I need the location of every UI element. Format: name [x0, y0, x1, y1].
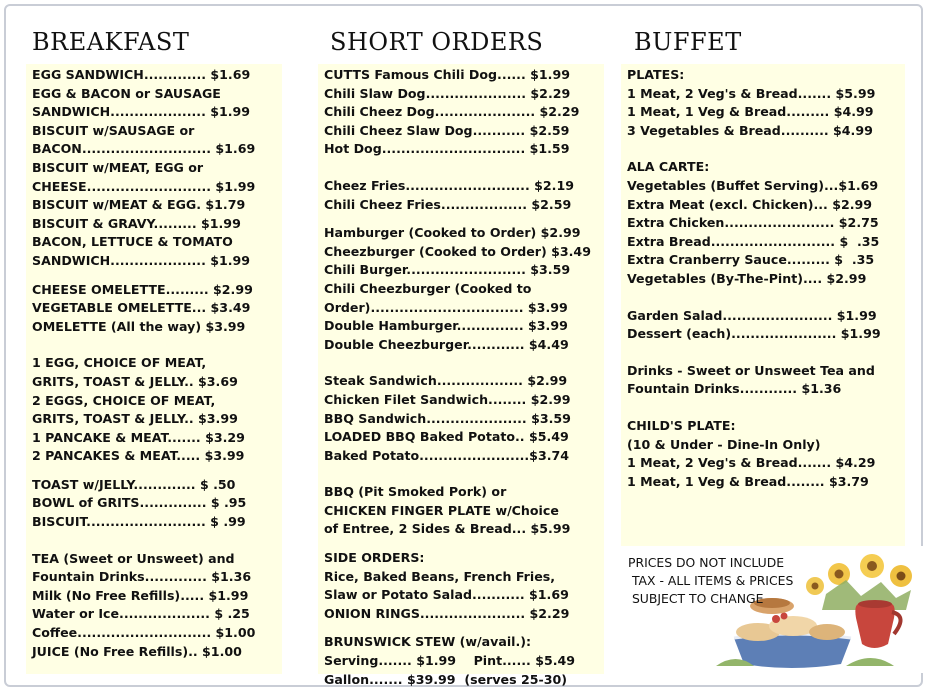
menu-line: 3 Vegetables & Bread.......... $4.99	[627, 122, 873, 138]
menu-line: Chili Cheez Slaw Dog........... $2.59	[324, 122, 570, 138]
menu-line: TOAST w/JELLY............. $ .50	[32, 476, 236, 492]
notice-line: TAX - ALL ITEMS & PRICES	[628, 573, 794, 588]
menu-line: BACON, LETTUCE & TOMATO	[32, 234, 233, 250]
menu-line: Extra Meat (excl. Chicken)... $2.99	[627, 196, 873, 212]
menu-line: EGG & BACON or SAUSAGE	[32, 85, 221, 101]
short-orders-sandwiches	[324, 372, 598, 465]
breakfast-column	[26, 64, 282, 674]
menu-line: TEA (Sweet or Unsweet) and	[32, 550, 235, 566]
menu-line: JUICE (No Free Refills).. $1.00	[32, 643, 242, 659]
breakfast-sides	[32, 476, 276, 532]
menu-line: Extra Cranberry Sauce......... $ .35	[627, 252, 875, 268]
buffet-salad-dessert	[627, 307, 899, 344]
menu-line: BRUNSWICK STEW (w/avail.):	[324, 634, 532, 650]
buffet-ala-carte	[627, 158, 899, 288]
menu-line: BOWL of GRITS.............. $ .95	[32, 495, 247, 511]
menu-line: Garden Salad....................... $1.99	[627, 307, 877, 323]
short-orders-side-orders	[324, 549, 598, 623]
menu-line: 1 Meat, 2 Veg's & Bread....... $5.99	[627, 85, 876, 101]
menu-line: 1 Meat, 1 Veg & Bread........ $3.79	[627, 473, 869, 489]
breakfast-sandwiches	[32, 66, 276, 271]
short-orders-header: SHORT ORDERS	[330, 28, 544, 56]
menu-line: CHICKEN FINGER PLATE w/Choice	[324, 502, 559, 518]
menu-line: CHILD'S PLATE:	[627, 417, 736, 433]
menu-line: Chili Cheez Fries.................. $2.59	[324, 196, 572, 212]
short-orders-brunswick-stew	[324, 633, 598, 689]
notice-line: PRICES DO NOT INCLUDE	[628, 555, 785, 570]
menu-line: EGG SANDWICH............. $1.69	[32, 67, 251, 82]
menu-line: VEGETABLE OMELETTE... $3.49	[32, 300, 251, 316]
menu-line: Serving....... $1.99 Pint...... $5.49	[324, 653, 576, 669]
menu-line: Double Cheezburger............ $4.49	[324, 336, 569, 352]
menu-line: GRITS, TOAST & JELLY.. $3.99	[32, 411, 238, 427]
menu-line: 1 EGG, CHOICE OF MEAT,	[32, 355, 207, 371]
menu-line: ALA CARTE:	[627, 159, 710, 175]
menu-line: Gallon....... $39.99 (serves 25-30)	[324, 671, 567, 687]
menu-line: ONION RINGS...................... $2.29	[324, 605, 570, 621]
menu-line: 1 Meat, 2 Veg's & Bread....... $4.29	[627, 455, 876, 471]
menu-line: Coffee............................ $1.00	[32, 625, 256, 641]
menu-line: Extra Bread.......................... $ .35	[627, 233, 880, 249]
buffet-header: BUFFET	[634, 28, 742, 56]
menu-line: of Entree, 2 Sides & Bread... $5.99	[324, 521, 571, 537]
menu-line: BISCUIT & GRAVY......... $1.99	[32, 215, 241, 231]
menu-line: GRITS, TOAST & JELLY.. $3.69	[32, 373, 238, 389]
menu-line: Water or Ice................... $ .25	[32, 606, 250, 622]
menu-line: Order)................................ $3.99	[324, 299, 568, 315]
menu-line: BISCUIT......................... $ .99	[32, 514, 246, 530]
menu-line: BBQ Sandwich..................... $3.59	[324, 410, 571, 426]
menu-line: Hot Dog.............................. $1.59	[324, 141, 570, 157]
menu-line: SIDE ORDERS:	[324, 550, 425, 566]
menu-line: Milk (No Free Refills)..... $1.99	[32, 587, 249, 603]
short-orders-hot-dogs	[324, 66, 598, 159]
price-notice-text	[628, 554, 793, 608]
menu-line: CUTTS Famous Chili Dog...... $1.99	[324, 67, 570, 82]
breakfast-omelettes	[32, 281, 276, 337]
menu-line: Fountain Drinks............. $1.36	[32, 569, 252, 585]
menu-line: SANDWICH.................... $1.99	[32, 104, 251, 120]
breakfast-header: BREAKFAST	[32, 28, 190, 56]
menu-line: (10 & Under - Dine-In Only)	[627, 436, 821, 452]
breakfast-plates	[32, 354, 276, 466]
menu-line: BACON........................... $1.69	[32, 141, 256, 157]
menu-line: Chili Cheez Dog..................... $2.29	[324, 104, 580, 120]
menu-line: Vegetables (Buffet Serving)...$1.69	[627, 177, 879, 193]
menu-line: Slaw or Potato Salad........... $1.69	[324, 587, 569, 603]
menu-line: Vegetables (By-The-Pint).... $2.99	[627, 270, 867, 286]
menu-line: 2 PANCAKES & MEAT..... $3.99	[32, 448, 245, 464]
notice-line: SUBJECT TO CHANGE	[628, 591, 764, 606]
menu-line: BISCUIT w/SAUSAGE or	[32, 122, 195, 138]
menu-line: Cheezburger (Cooked to Order) $3.49	[324, 243, 591, 259]
menu-line: LOADED BBQ Baked Potato.. $5.49	[324, 429, 569, 445]
menu-line: 1 Meat, 1 Veg & Bread......... $4.99	[627, 104, 874, 120]
buffet-column	[621, 64, 905, 546]
menu-line: Hamburger (Cooked to Order) $2.99	[324, 225, 581, 241]
menu-line: Double Hamburger.............. $3.99	[324, 318, 568, 334]
short-orders-plates	[324, 483, 598, 539]
menu-line: OMELETTE (All the way) $3.99	[32, 318, 246, 334]
menu-line: 2 EGGS, CHOICE OF MEAT,	[32, 392, 216, 408]
menu-line: Baked Potato.......................$3.74	[324, 447, 570, 463]
menu-line: BISCUIT w/MEAT, EGG or	[32, 159, 204, 175]
menu-line: Chili Cheezburger (Cooked to	[324, 280, 532, 296]
menu-line: BISCUIT w/MEAT & EGG. $1.79	[32, 197, 246, 213]
menu-line: Dessert (each)...................... $1.99	[627, 326, 881, 342]
short-orders-burgers	[324, 224, 598, 354]
menu-line: Chicken Filet Sandwich........ $2.99	[324, 391, 571, 407]
menu-line: Steak Sandwich.................. $2.99	[324, 373, 568, 389]
menu-line: Fountain Drinks............ $1.36	[627, 381, 842, 397]
price-notice-box	[626, 546, 924, 673]
menu-line: CHEESE OMELETTE......... $2.99	[32, 281, 253, 297]
buffet-plates	[627, 66, 899, 140]
menu-line: 1 PANCAKE & MEAT....... $3.29	[32, 429, 245, 445]
menu-line: SANDWICH.................... $1.99	[32, 252, 251, 268]
menu-line: BBQ (Pit Smoked Pork) or	[324, 484, 507, 500]
menu-line: Chili Burger......................... $3.59	[324, 262, 571, 278]
buffet-drinks	[627, 362, 899, 399]
menu-line: Chili Slaw Dog..................... $2.29	[324, 85, 571, 101]
menu-line: CHEESE.......................... $1.99	[32, 178, 256, 194]
short-orders-fries	[324, 177, 598, 214]
breakfast-drinks	[32, 550, 276, 662]
menu-line: Cheez Fries.......................... $2.19	[324, 177, 574, 193]
menu-line: Rice, Baked Beans, French Fries,	[324, 568, 556, 584]
buffet-childs-plate	[627, 417, 899, 491]
menu-line: Extra Chicken....................... $2.75	[627, 215, 879, 231]
short-orders-column	[318, 64, 604, 687]
menu-line: PLATES:	[627, 67, 685, 82]
menu-line: Drinks - Sweet or Unsweet Tea and	[627, 362, 875, 378]
